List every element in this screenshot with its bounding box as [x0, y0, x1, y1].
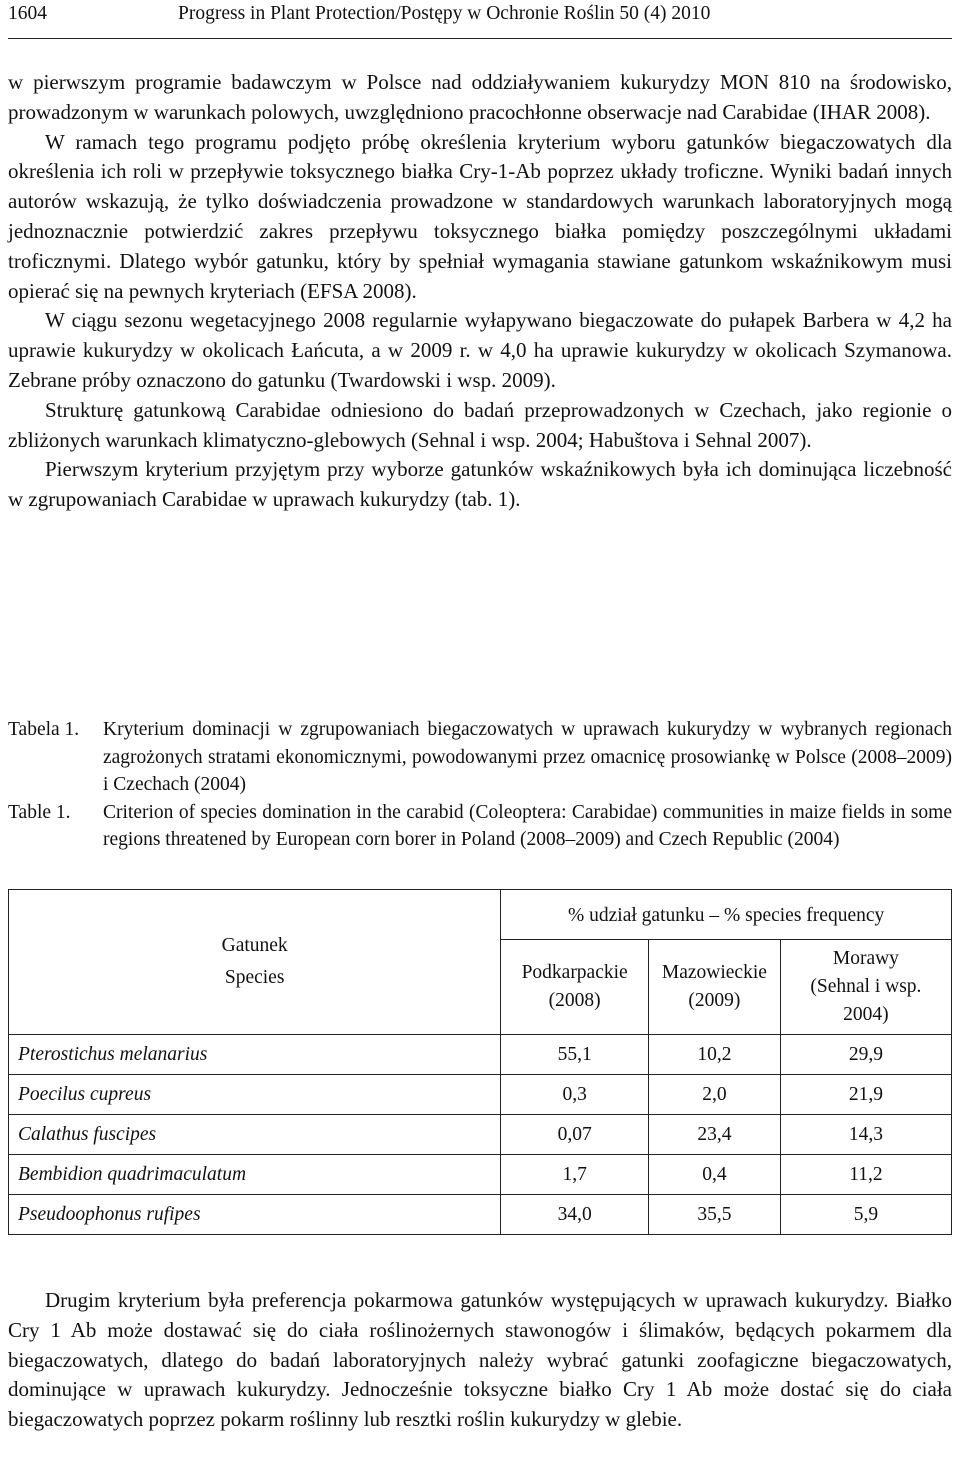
- region-header-line: (Sehnal i wsp.: [810, 976, 922, 997]
- value-cell: 0,3: [501, 1075, 649, 1115]
- value-cell: 2,0: [648, 1075, 780, 1115]
- species-name: Pterostichus melanarius: [9, 1035, 501, 1075]
- value-cell: 0,07: [501, 1115, 649, 1155]
- region-header-line: Morawy: [832, 948, 899, 969]
- region-header-podkarpackie: [501, 940, 649, 1035]
- frequency-group-header: % udział gatunku – % species frequency: [501, 890, 952, 940]
- value-cell: 5,9: [780, 1195, 951, 1235]
- table-caption: [8, 716, 952, 854]
- value-cell: 11,2: [780, 1155, 951, 1195]
- value-cell: 10,2: [648, 1035, 780, 1075]
- species-header-en: Species: [224, 967, 285, 988]
- region-header-line: (2009): [688, 990, 741, 1011]
- region-header-line: (2008): [548, 990, 601, 1011]
- table-row: [9, 1195, 952, 1235]
- species-name: Calathus fuscipes: [9, 1115, 501, 1155]
- value-cell: 21,9: [780, 1075, 951, 1115]
- region-header-morawy: [780, 940, 951, 1035]
- value-cell: 55,1: [501, 1035, 649, 1075]
- caption-text-en: Criterion of species domination in the carabid (Coleoptera: Carabidae) communities in maize fields in some regions threatened by European corn borer in Poland (2008–2009) and Czech Republic (2004): [103, 801, 952, 850]
- caption-label-pl: Tabela 1.: [8, 719, 80, 740]
- value-cell: 35,5: [648, 1195, 780, 1235]
- page-header: [8, 0, 952, 39]
- table-row: [9, 1115, 952, 1155]
- species-name: Poecilus cupreus: [9, 1075, 501, 1115]
- region-header-line: Podkarpackie: [521, 962, 628, 983]
- caption-label-en: Table 1.: [8, 801, 71, 823]
- paragraph: w pierwszym programie badawczym w Polsce nad oddziaływaniem kukurydzy MON 810 na środowisko, prowadzonym w warunkach polowych, uwzględniono pracochłonne obserwacje nad Carabidae (IHAR 2008).: [8, 70, 952, 124]
- journal-title: Progress in Plant Protection/Postępy w Ochronie Roślin 50 (4) 2010: [178, 3, 711, 24]
- value-cell: 34,0: [501, 1195, 649, 1235]
- paragraph: W ciągu sezonu wegetacyjnego 2008 regularnie wyłapywano biegaczowate do pułapek Barbera w 4,2 ha uprawie kukurydzy w okolicach Łańcuta, a w 2009 r. w 4,0 ha uprawie kukurydzy w okolicach Szymanowa. Zebrane próby oznaczono do gatunku (Twardowski i wsp. 2009).: [8, 308, 952, 392]
- table-row: [9, 1155, 952, 1195]
- caption-text-pl: Kryterium dominacji w zgrupowaniach biegaczowatych w uprawach kukurydzy w wybranych regionach zagrożonych stratami ekonomicznymi, powodowanymi przez omacnicę prosowiankę w Polsce (2008–2009) i Czechach (2004): [103, 719, 952, 795]
- species-name: Bembidion quadrimaculatum: [9, 1155, 501, 1195]
- caption-en: [8, 799, 952, 854]
- caption-pl: [8, 716, 952, 799]
- region-header-line: Mazowieckie: [661, 962, 767, 983]
- species-header-pl: Gatunek: [221, 935, 288, 956]
- value-cell: 14,3: [780, 1115, 951, 1155]
- paragraph: Strukturę gatunkową Carabidae odniesiono do badań przeprowadzonych w Czechach, jako regionie o zbliżonych warunkach klimatyczno-glebowych (Sehnal i wsp. 2004; Habuštova i Sehnal 2007).: [8, 397, 952, 452]
- value-cell: 29,9: [780, 1035, 951, 1075]
- species-name: Pseudoophonus rufipes: [9, 1195, 501, 1235]
- paragraph: W ramach tego programu podjęto próbę określenia kryterium wyboru gatunków biegaczowatych dla określenia ich roli w przepływie toksycznego białka Cry-1-Ab poprzez układy troficzne. Wyniki badań innych autorów wskazują, że tylko doświadczenia prowadzone w standardowych warunkach laboratoryjnych mogą jednoznacznie potwierdzić zakres przepływu toksycznego białka pomiędzy poszczególnymi układami troficznymi. Dlatego wybór gatunku, który by spełniał wymagania stawiane gatunkom wskaźnikowym musi opierać się na pewnych kryteriach (EFSA 2008).: [8, 129, 952, 303]
- region-header-line: 2004): [843, 1004, 889, 1025]
- body-text-top: [8, 68, 952, 515]
- value-cell: 0,4: [648, 1155, 780, 1195]
- species-column-header: [9, 890, 501, 1035]
- region-header-mazowieckie: [648, 940, 780, 1035]
- body-text-bottom: [8, 1286, 952, 1435]
- value-cell: 23,4: [648, 1115, 780, 1155]
- page-number: 1604: [8, 3, 47, 24]
- paragraph: Pierwszym kryterium przyjętym przy wyborze gatunków wskaźnikowych była ich dominująca liczebność w zgrupowaniach Carabidae w uprawach kukurydzy (tab. 1).: [8, 457, 952, 512]
- value-cell: 1,7: [501, 1155, 649, 1195]
- table-row: [9, 1075, 952, 1115]
- table-row: [9, 1035, 952, 1075]
- paragraph: Drugim kryterium była preferencja pokarmowa gatunków występujących w uprawach kukurydzy. Białko Cry 1 Ab może dostawać się do ciała roślinożernych stawonogów i ślimaków, będących pokarmem dla biegaczowatych, dlatego do badań laboratoryjnych należy wybrać gatunki zoofagiczne biegaczowatych, dominujące w uprawach kukurydzy. Jednocześnie toksyczne białko Cry 1 Ab może dostać się do ciała biegaczowatych poprzez pokarm roślinny lub resztki roślin kukurydzy w glebie.: [8, 1288, 952, 1432]
- species-frequency-table: [8, 889, 952, 1235]
